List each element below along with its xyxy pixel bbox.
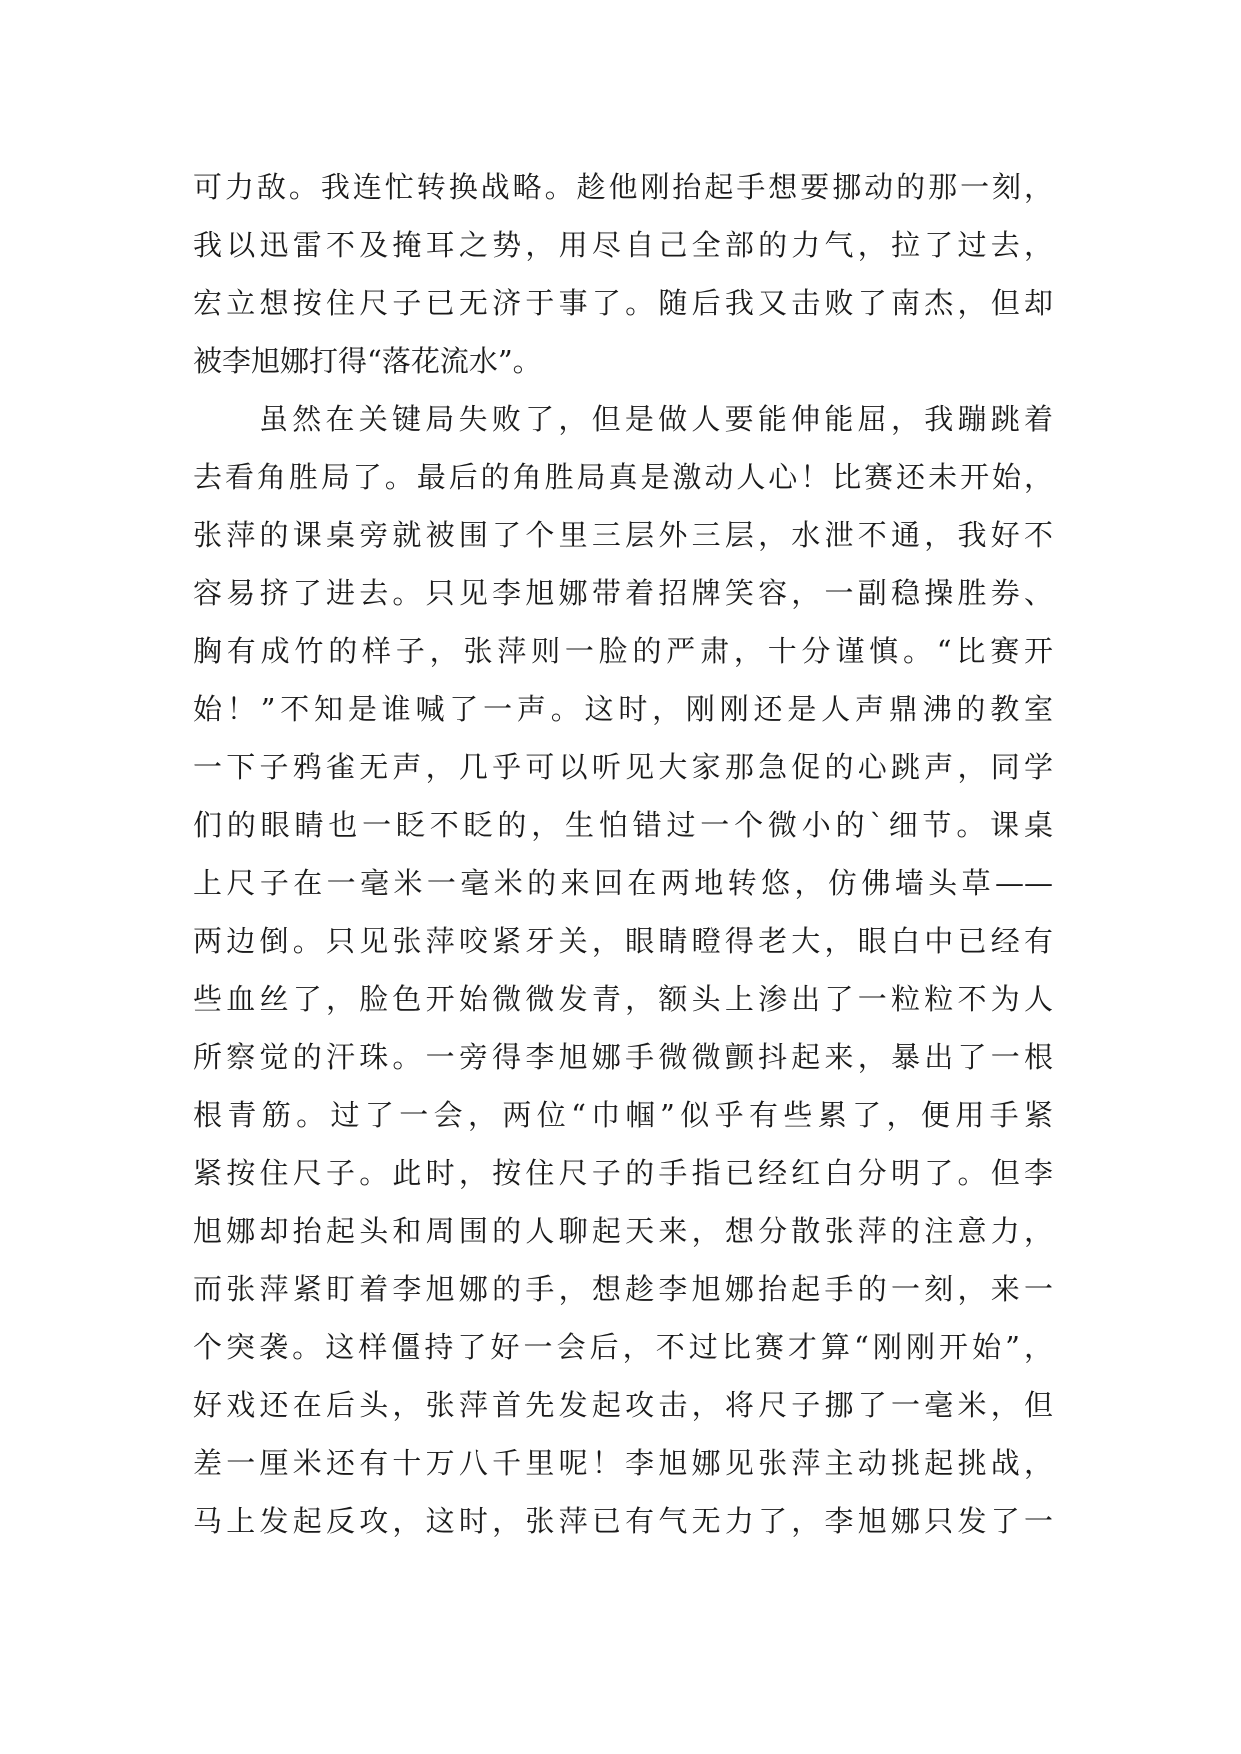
- paragraph-start-line: 虽然在关键局失败了，但是做人要能伸能屈，我蹦跳着: [259, 402, 1053, 436]
- text-line: 我以迅雷不及掩耳之势，用尽自己全部的力气，拉了过去，: [193, 228, 1053, 262]
- text-line: 胸有成竹的样子，张萍则一脸的严肃，十分谨慎。“比赛开: [193, 634, 1053, 668]
- text-line: 一下子鸦雀无声，几乎可以听见大家那急促的心跳声，同学: [193, 750, 1053, 784]
- text-line: 们的眼睛也一眨不眨的，生怕错过一个微小的`细节。课桌: [193, 808, 1053, 842]
- text-line: 所察觉的汗珠。一旁得李旭娜手微微颤抖起来，暴出了一根: [193, 1040, 1053, 1074]
- text-line: 好戏还在后头，张萍首先发起攻击，将尺子挪了一毫米，但: [193, 1388, 1053, 1422]
- text-line: 可力敌。我连忙转换战略。趁他刚抬起手想要挪动的那一刻，: [193, 170, 1053, 204]
- text-line: 张萍的课桌旁就被围了个里三层外三层，水泄不通，我好不: [193, 518, 1053, 552]
- text-line: 而张萍紧盯着李旭娜的手，想趁李旭娜抬起手的一刻，来一: [193, 1272, 1053, 1306]
- text-line: 上尺子在一毫米一毫米的来回在两地转悠，仿佛墙头草——: [193, 866, 1053, 900]
- text-line: 容易挤了进去。只见李旭娜带着招牌笑容，一副稳操胜券、: [193, 576, 1053, 610]
- body-text: [193, 158, 1053, 1550]
- text-line: 始！”不知是谁喊了一声。这时，刚刚还是人声鼎沸的教室: [193, 692, 1053, 726]
- text-line: 根青筋。过了一会，两位“巾帼”似乎有些累了，便用手紧: [193, 1098, 1053, 1132]
- text-line: 差一厘米还有十万八千里呢！李旭娜见张萍主动挑起挑战，: [193, 1446, 1053, 1480]
- paragraph-end-line: 被李旭娜打得“落花流水”。: [193, 344, 542, 378]
- text-line: 去看角胜局了。最后的角胜局真是激动人心！比赛还未开始，: [193, 460, 1053, 494]
- text-line: 紧按住尺子。此时，按住尺子的手指已经红白分明了。但李: [193, 1156, 1053, 1190]
- text-line: 旭娜却抬起头和周围的人聊起天来，想分散张萍的注意力，: [193, 1214, 1053, 1248]
- text-line: 些血丝了，脸色开始微微发青，额头上渗出了一粒粒不为人: [193, 982, 1053, 1016]
- text-line: 马上发起反攻，这时，张萍已有气无力了，李旭娜只发了一: [193, 1504, 1053, 1538]
- text-line: 宏立想按住尺子已无济于事了。随后我又击败了南杰，但却: [193, 286, 1053, 320]
- text-line: 个突袭。这样僵持了好一会后，不过比赛才算“刚刚开始”，: [193, 1330, 1053, 1364]
- text-line: 两边倒。只见张萍咬紧牙关，眼睛瞪得老大，眼白中已经有: [193, 924, 1053, 958]
